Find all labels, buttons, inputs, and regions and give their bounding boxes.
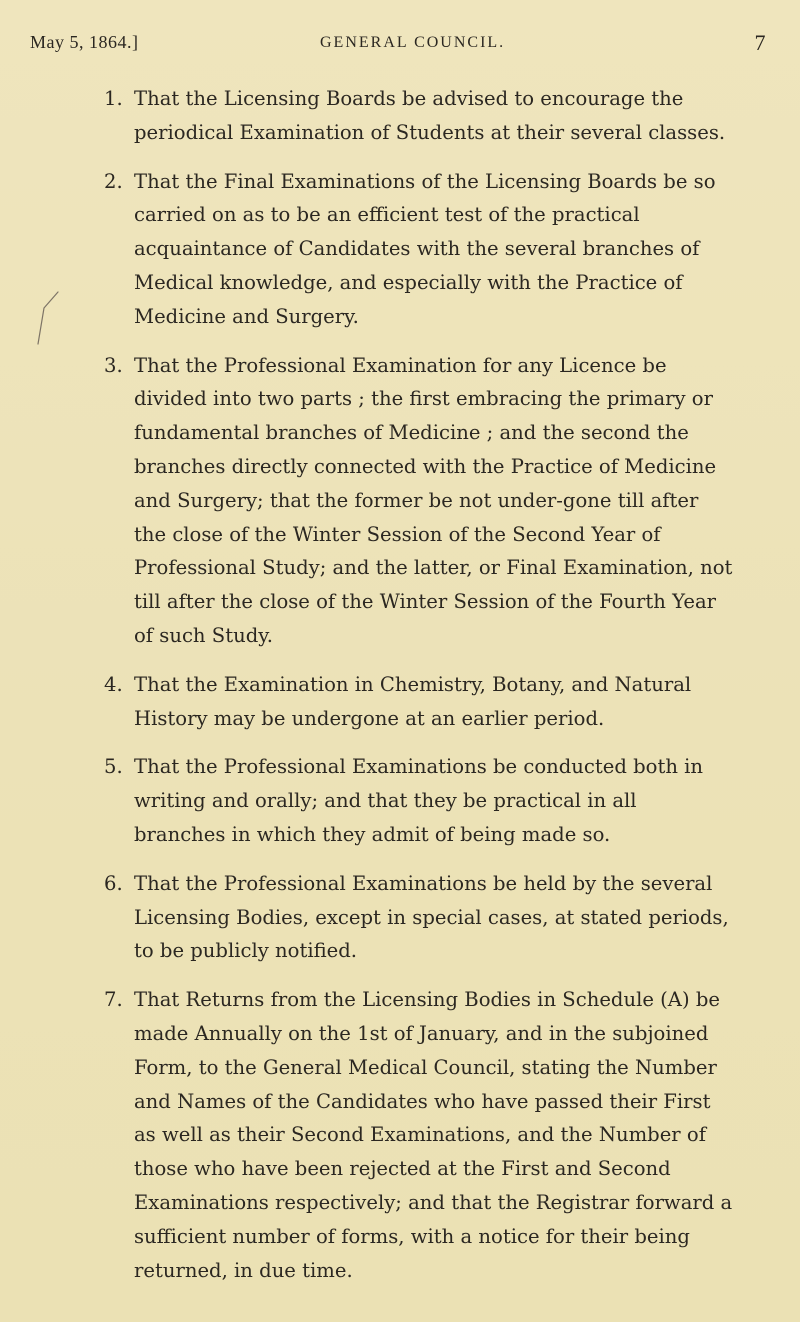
resolution-item (104, 165, 734, 334)
resolution-item (104, 750, 734, 851)
page-number: 7 (754, 30, 766, 55)
resolution-text: That the Professional Examinations be conducted both in writing and orally; and that they be practical in all branches in which they admit of being made so. (134, 755, 704, 846)
resolution-item (104, 349, 734, 653)
header-title: GENERAL COUNCIL. (320, 34, 506, 51)
resolution-item (104, 983, 734, 1287)
resolution-list (104, 82, 734, 1302)
resolution-item (104, 867, 734, 968)
resolution-text: That the Examination in Chemistry, Botany, and Natural History may be undergone at an earlier period. (134, 672, 692, 730)
resolution-number: 1. (104, 87, 123, 110)
resolution-number: 2. (104, 169, 123, 193)
resolution-item (104, 82, 734, 150)
resolution-number: 4. (104, 672, 123, 696)
running-head (30, 30, 772, 60)
resolution-number: 3. (104, 353, 123, 377)
resolution-number: 5. (104, 755, 123, 779)
resolution-number: 7. (104, 988, 123, 1012)
resolution-number: 6. (104, 871, 123, 895)
margin-pencil-mark (34, 286, 60, 346)
resolution-text: That the Final Examinations of the Licensing Boards be so carried on as to be an efficient test of the practical acquaintance of Candidates with the several branches of Medical knowledge, and especially with the Practice of Medicine and Surgery. (134, 169, 716, 328)
resolution-text: That the Professional Examination for any Licence be divided into two parts ; the first embracing the primary or fundamental branches of Medicine ; and the second the branches directly connected with the Practice of Medicine and Surgery; that the former be not under-gone till after the close of the Winter Session of the Second Year of Professional Study; and the latter, or Final Examination, not till after the close of the Winter Session of the Fourth Year of such Study. (134, 353, 733, 647)
resolution-item (104, 668, 734, 736)
resolution-text: That Returns from the Licensing Bodies in Schedule (A) be made Annually on the 1st of January, and in the subjoined Form, to the General Medical Council, stating the Number and Names of the Candidates who have passed their First as well as their Second Examinations, and the Number of those who have been rejected at the First and Second Examinations respectively; and that the Registrar forward a sufficient number of forms, with a notice for their being returned, in due time. (134, 988, 733, 1282)
resolution-text: That the Licensing Boards be advised to encourage the periodical Examination of Students at their several classes. (134, 87, 726, 144)
resolution-text: That the Professional Examinations be held by the several Licensing Bodies, except in special cases, at stated periods, to be publicly notified. (134, 871, 729, 963)
header-date: May 5, 1864.] (30, 32, 139, 52)
